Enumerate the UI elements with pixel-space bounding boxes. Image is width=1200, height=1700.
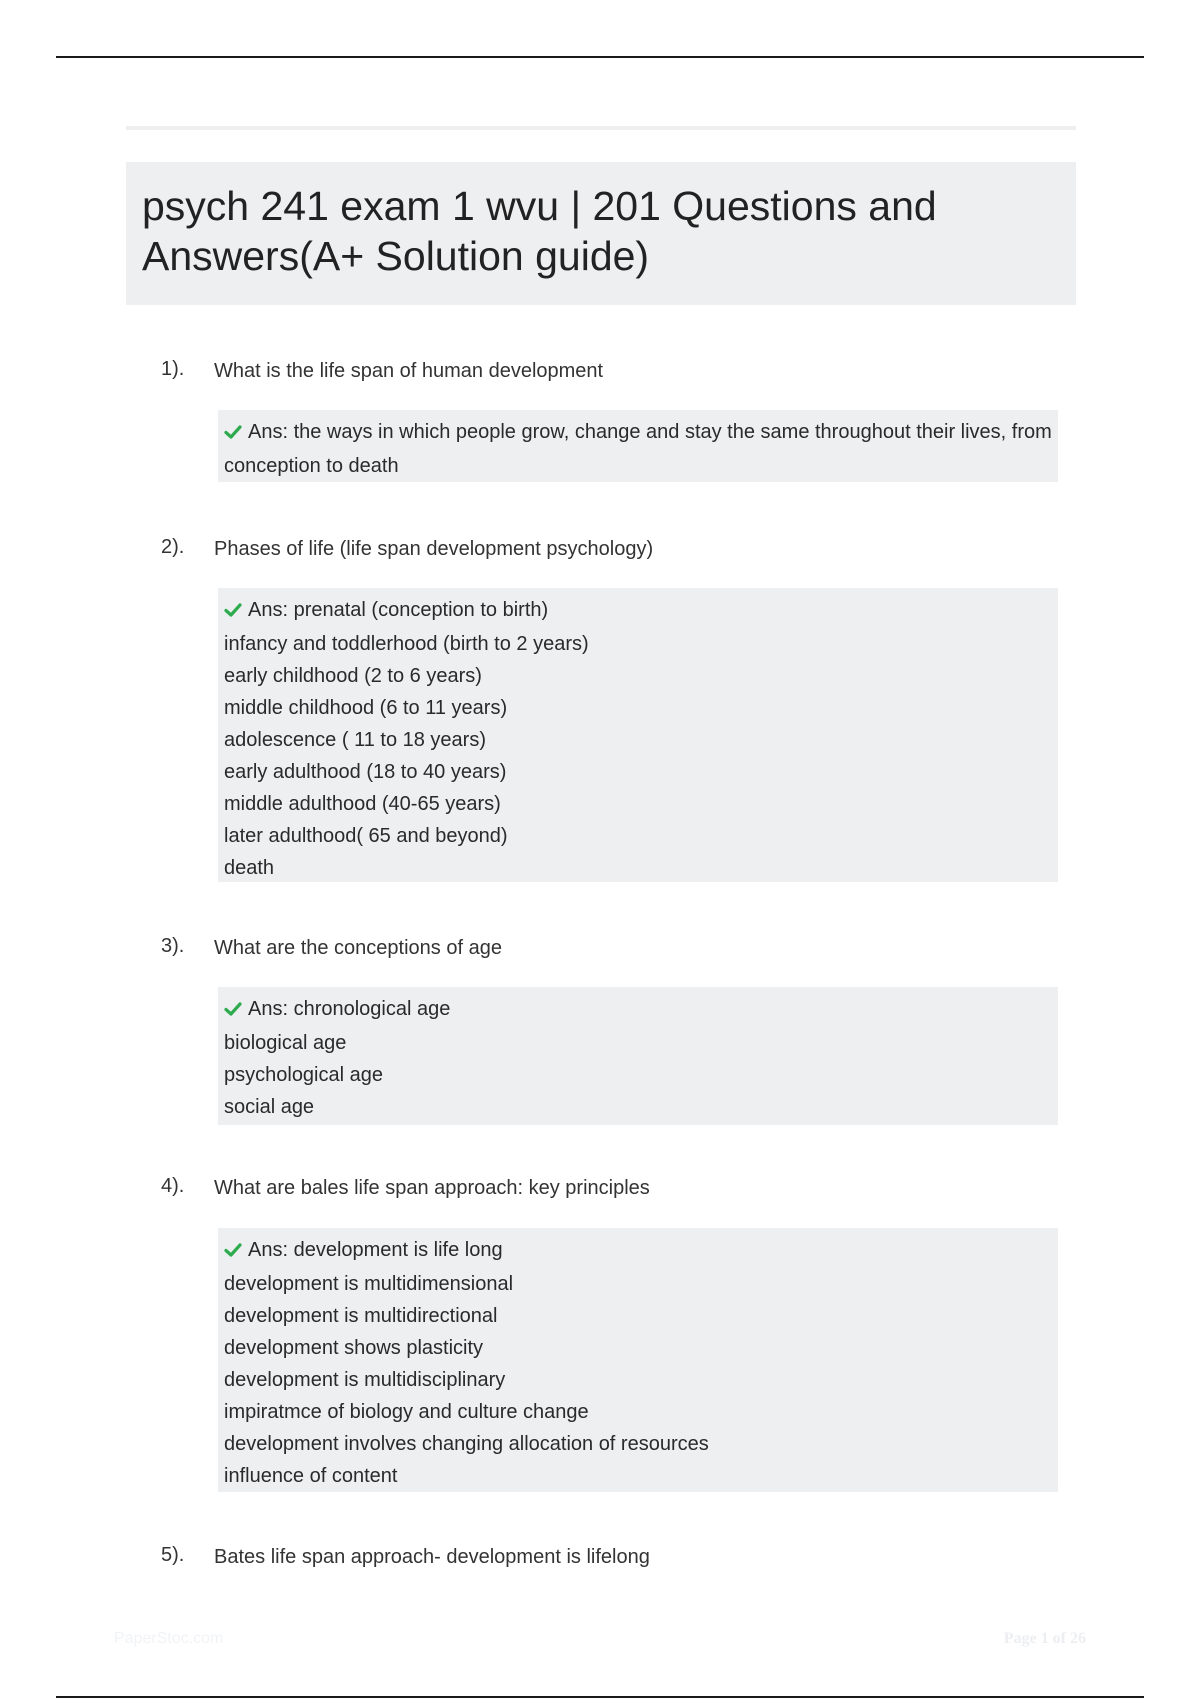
document-title: psych 241 exam 1 wvu | 201 Questions and Answers(A+ Solution guide) xyxy=(142,183,937,279)
answer-line: middle childhood (6 to 11 years) xyxy=(224,697,508,719)
question-item-1 xyxy=(126,356,1076,477)
answer-line: Ans: chronological age xyxy=(224,993,1052,1027)
answer-line: impiratmce of biology and culture change xyxy=(224,1401,589,1423)
answer-line: psychological age xyxy=(224,1064,383,1086)
answer-line: Ans: prenatal (conception to birth) xyxy=(224,594,1052,628)
answer-line: adolescence ( 11 to 18 years) xyxy=(224,729,487,751)
question-number: 5). xyxy=(161,1544,185,1566)
question-text: What are bales life span approach: key principles xyxy=(214,1177,650,1199)
page-indicator: Page 1 of 26 xyxy=(1003,1630,1086,1647)
answer-line: early childhood (2 to 6 years) xyxy=(224,665,482,687)
checkmark-icon xyxy=(224,1236,242,1268)
answer-line: social age xyxy=(224,1096,315,1118)
top-rule xyxy=(56,56,1144,58)
answer-line: development is multidirectional xyxy=(224,1305,498,1327)
answer-line: Ans: development is life long xyxy=(224,1234,1052,1268)
bottom-rule xyxy=(56,1696,1144,1698)
question-item-3 xyxy=(126,933,1076,1118)
answer-line: later adulthood( 65 and beyond) xyxy=(224,825,508,847)
question-item-5 xyxy=(126,1542,1076,1572)
question-number: 4). xyxy=(161,1175,185,1197)
question-number: 3). xyxy=(161,935,185,957)
checkmark-icon xyxy=(224,995,242,1027)
answer-line: development is multidimensional xyxy=(224,1273,514,1295)
header-divider xyxy=(126,126,1076,130)
answer-box xyxy=(218,410,1058,482)
question-text: Bates life span approach- development is lifelong xyxy=(214,1546,650,1568)
answer-line: infancy and toddlerhood (birth to 2 years) xyxy=(224,633,589,655)
checkmark-icon xyxy=(224,596,242,628)
answer-line: early adulthood (18 to 40 years) xyxy=(224,761,507,783)
answer-line: middle adulthood (40-65 years) xyxy=(224,793,501,815)
question-text: Phases of life (life span development psychology) xyxy=(214,538,654,560)
question-text: What is the life span of human development xyxy=(214,360,604,382)
answer-box xyxy=(218,588,1058,882)
answer-line: development involves changing allocation of resources xyxy=(224,1433,709,1455)
answer-line: development shows plasticity xyxy=(224,1337,484,1359)
question-item-2 xyxy=(126,534,1076,879)
answer-box xyxy=(218,1228,1058,1492)
checkmark-icon xyxy=(224,418,242,450)
answer-line: biological age xyxy=(224,1032,347,1054)
watermark: PaperStoc.com xyxy=(114,1630,224,1647)
question-number: 2). xyxy=(161,536,185,558)
answer-line: death xyxy=(224,857,275,879)
question-number: 1). xyxy=(161,358,185,380)
answer-line: Ans: the ways in which people grow, change and stay the same throughout their lives, from conception to death xyxy=(224,416,1052,482)
question-text: What are the conceptions of age xyxy=(214,937,502,959)
title-banner xyxy=(126,162,1076,305)
answer-box xyxy=(218,987,1058,1125)
answer-line: development is multidisciplinary xyxy=(224,1369,506,1391)
question-item-4 xyxy=(126,1173,1076,1487)
answer-line: influence of content xyxy=(224,1465,398,1487)
